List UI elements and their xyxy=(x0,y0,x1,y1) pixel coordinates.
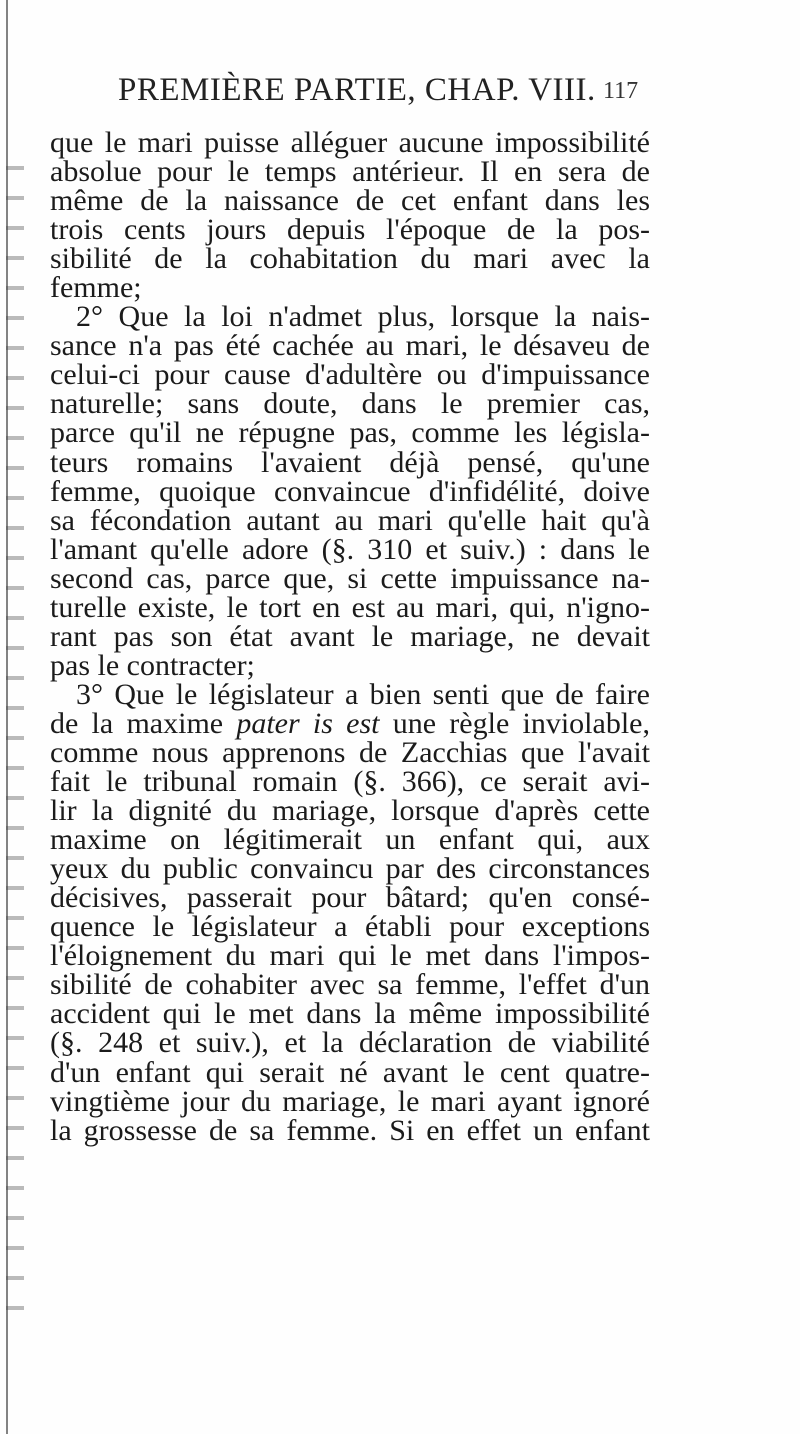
text-line: celui-ci pour cause d'adultère ou d'impuissance xyxy=(50,358,650,392)
text-line: naturelle; sans doute, dans le premier cas, xyxy=(50,387,650,421)
text-line: second cas, parce que, si cette impuissance na- xyxy=(50,561,650,595)
text-line: parce qu'il ne répugne pas, comme les législa- xyxy=(50,416,650,450)
text-line: maxime on légitimerait un enfant qui, aux xyxy=(50,823,650,857)
text-line: vingtième jour du mariage, le mari ayant ignoré xyxy=(50,1084,650,1118)
text-line: (§. 248 et suiv.), et la déclaration de viabilité xyxy=(50,1026,650,1060)
text-line: fait le tribunal romain (§. 366), ce serait avi- xyxy=(50,765,650,799)
page-header xyxy=(118,72,638,112)
text-line: sance n'a pas été cachée au mari, le désaveu de xyxy=(50,329,650,363)
text-line: que le mari puisse alléguer aucune impossibilité xyxy=(50,126,650,159)
text-line: de la maxime pater is est une règle inviolable, xyxy=(50,706,650,740)
text-line: sibilité de cohabiter avec sa femme, l'effet d'un xyxy=(50,968,650,1002)
latin-maxim: pater is est xyxy=(236,706,380,740)
text-line: femme; xyxy=(50,271,142,305)
text-line: décisives, passerait pour bâtard; qu'en consé- xyxy=(50,881,650,915)
text-line: teurs romains l'avaient déjà pensé, qu'une xyxy=(50,445,650,479)
text-line: yeux du public convaincu par des circonstances xyxy=(50,852,650,886)
text-line: turelle existe, le tort en est au mari, qui, n'igno- xyxy=(50,590,650,624)
text-line: rant pas son état avant le mariage, ne devait xyxy=(50,619,650,653)
binding-shadow xyxy=(6,140,24,1320)
text-line: quence le législateur a établi pour exceptions xyxy=(50,910,650,944)
text-line: 3° Que le législateur a bien senti que de faire xyxy=(76,677,650,711)
text-line: d'un enfant qui serait né avant le cent quatre- xyxy=(50,1055,650,1089)
text-line: la grossesse de sa femme. Si en effet un enfant xyxy=(50,1113,650,1147)
text-line: pas le contracter; xyxy=(50,648,255,682)
text-line: absolue pour le temps antérieur. Il en sera de xyxy=(50,155,650,189)
text-line: trois cents jours depuis l'époque de la pos- xyxy=(50,213,650,247)
page-number: 117 xyxy=(603,78,639,104)
text-line: femme, quoique convaincue d'infidélité, doive xyxy=(50,474,650,508)
text-line: sa fécondation autant au mari qu'elle hait qu'à xyxy=(50,503,650,537)
running-head: PREMIÈRE PARTIE, CHAP. VIII. xyxy=(118,72,596,108)
text-line: 2° Que la loi n'admet plus, lorsque la nais- xyxy=(76,300,650,334)
text-line: sibilité de la cohabitation du mari avec la xyxy=(50,242,650,276)
text-line: même de la naissance de cet enfant dans les xyxy=(50,184,650,218)
text-line: l'éloignement du mari qui le met dans l'impos- xyxy=(50,939,650,973)
body-text xyxy=(50,128,650,1145)
text-line: accident qui le met dans la même impossibilité xyxy=(50,997,650,1031)
text-line: comme nous apprenons de Zacchias que l'avait xyxy=(50,735,650,769)
text-line: lir la dignité du mariage, lorsque d'après cette xyxy=(50,794,650,828)
text-line: l'amant qu'elle adore (§. 310 et suiv.) : dans le xyxy=(50,532,650,566)
